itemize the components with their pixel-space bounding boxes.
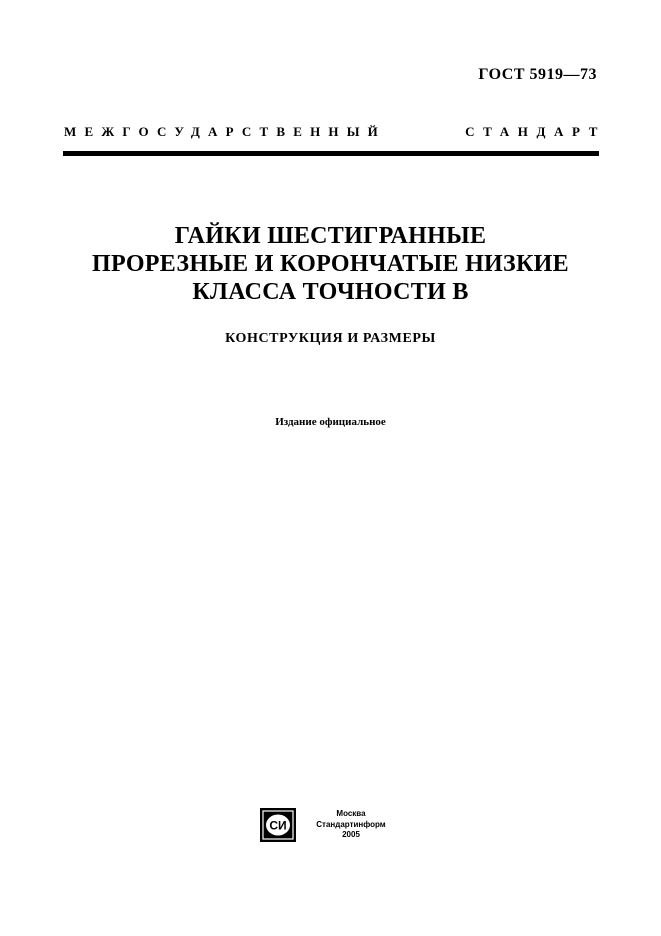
logo-monogram: СИ: [269, 818, 287, 833]
standartinform-logo-icon: [259, 807, 297, 843]
standard-type-left: МЕЖГОСУДАРСТВЕННЫЙ: [64, 124, 386, 139]
publisher-imprint: [306, 809, 396, 841]
gost-number: ГОСТ 5919—73: [478, 66, 597, 83]
publisher-city: Москва: [336, 809, 366, 818]
document-subtitle: КОНСТРУКЦИЯ И РАЗМЕРЫ: [225, 331, 436, 346]
standard-type-row: [64, 124, 606, 140]
title-line-3: КЛАССА ТОЧНОСТИ В: [192, 279, 469, 305]
document-title: [40, 222, 621, 306]
header-rule: [63, 151, 599, 156]
edition-note: Издание официальное: [275, 416, 386, 428]
title-line-1: ГАЙКИ ШЕСТИГРАННЫЕ: [174, 223, 487, 249]
publisher-name: Стандартинформ: [316, 819, 386, 829]
title-line-2: ПРОРЕЗНЫЕ И КОРОНЧАТЫЕ НИЗКИЕ: [92, 251, 569, 277]
standard-type-right: СТАНДАРТ: [465, 124, 606, 139]
publisher-year: 2005: [342, 830, 360, 839]
